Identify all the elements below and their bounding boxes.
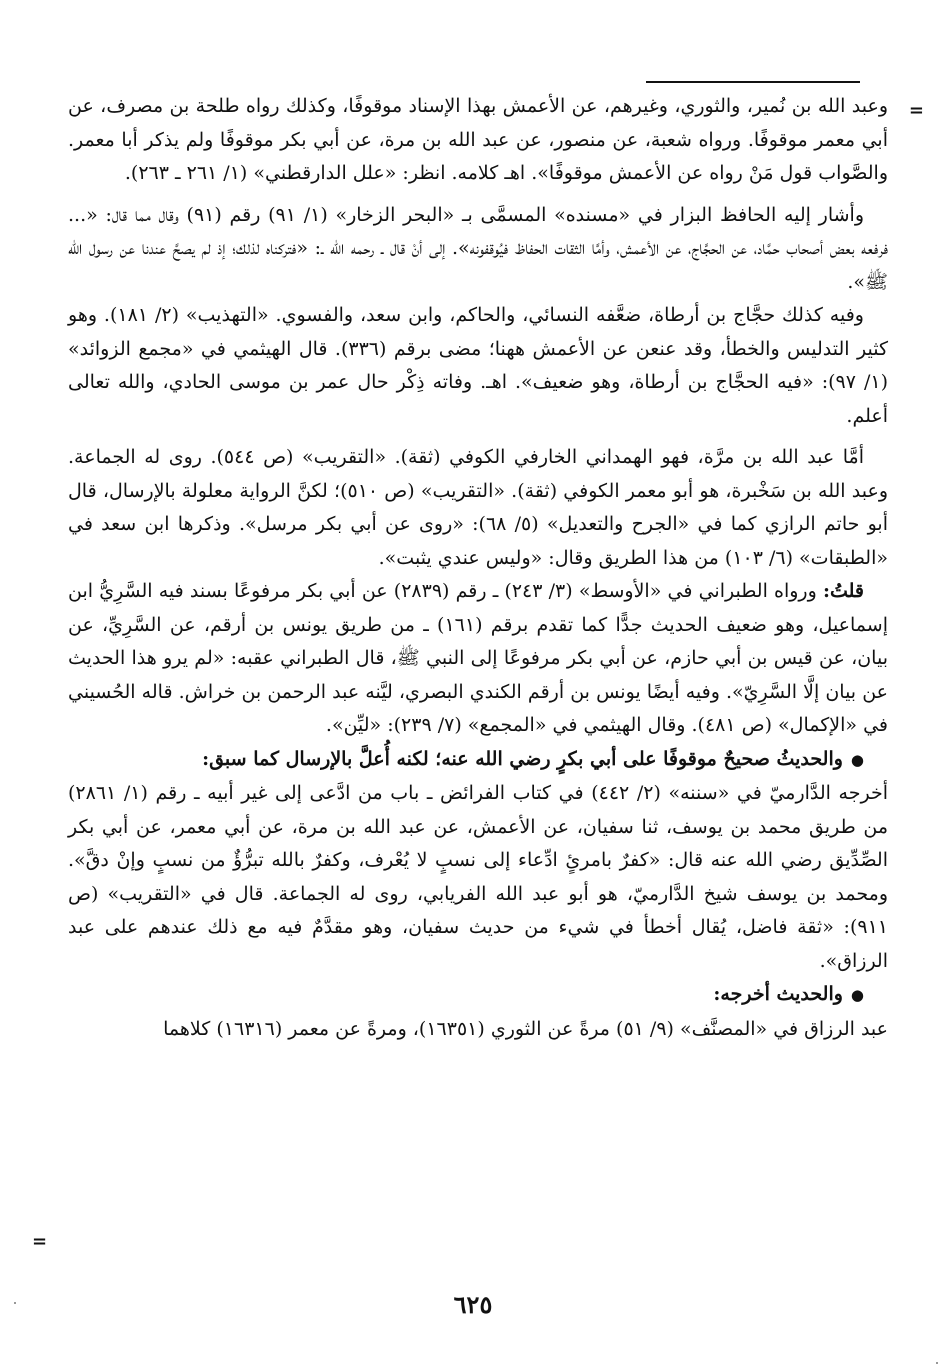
page-number: ٦٢٥ [453,1290,493,1319]
paragraph-hajjaj: وفيه كذلك حجَّاج بن أرطاة، ضعَّفه النسائي، والحاكم، وابن سعد، والفسوي. «التهذيب» (٢/ ١٨١). وهو كثير التدليس والخطأ، وقد عنعن عن الأعمش ههنا؛ مضى برقم (٣٣٦). قال الهيثمي في «مجمع الزوائد» (١/ ٩٧): «فيه الحجَّاج بن أرطاة، وهو ضعيف». اهـ. وفاته ذِكْر حال عمر بن موسى الحادي، والله تعالى أعلم. [68,304,889,427]
paragraph-continuation: وعبد الله بن نُمير، والثوري، وغيرهم، عن الأعمش بهذا الإسناد موقوفًا، وكذلك رواه طلحة بن مصرف، عن أبي معمر موقوفًا. ورواه شعبة، عن منصور، عن عبد الله بن مرة، عن أبي بكر موقوفًا ولم يذكر أبا معمر. والصَّواب قول مَنْ رواه عن الأعمش موقوفًا». اهـ كلامه. انظر: «علل الدارقطني» (١/ ٢٦١ ـ ٢٦٣). [68,95,888,184]
paragraph-bazzar: وأشار إليه الحافظ البزار في «مسنده» المسمَّى بـ «البحر الزخار» (١/ ٩١) رقم (٩١) وقال مما قال: «... فرفعه بعض أصحاب حمَّاد، عن الحجَّاج، عن الأعمش، وأمَّا الثقات الحفاظ فيُوقفونه». إلى أنْ قال ـ رحمه الله ـ: «فتركناه لذلك؛ إذ لم يصحَّ عندنا عن رسول الله ﷺ». [68,203,888,293]
footnote-separator-rule [646,81,860,83]
bullet-heading-sahih [68,743,888,778]
bullet-heading-text: والحديث أخرجه: [713,983,843,1005]
paragraph-abdurrazzaq: عبد الرزاق في «المصنَّف» (٩/ ٥١) مرةً عن الثوري (١٦٣٥١)، ومرةً عن معمر (١٦٣١٦) كلاهما [163,1017,888,1040]
continuation-marker-end: = [32,1231,48,1252]
bullet-dot-icon: ● [850,750,864,769]
bullet-heading-takhrij [68,978,888,1013]
footnote-text-block [68,90,888,1046]
paragraph-qultu [68,575,888,743]
continuation-marker-start: = [908,100,924,121]
bullet-dot-icon: ● [850,986,864,1004]
paragraph-abdullah-bin-murra: أمَّا عبد الله بن مرَّة، فهو الهمداني الخارفي الكوفي (ثقة). «التقريب» (ص ٥٤٤). روى له الجماعة. وعبد الله بن سَخْبرة، هو أبو معمر الكوفي (ثقة). «التقريب» (ص ٥١٠)؛ لكنَّ الرواية معلولة بالإرسال، قال أبو حاتم الرازي كما في «الجرح والتعديل» (٥/ ٦٨): «روى عن أبي بكر مرسل». وذكرها ابن سعد في «الطبقات» (٦/ ١٠٣) من هذا الطريق وقال: «وليس عندي يثبت». [68,446,888,569]
lead-word-qultu: قلتُ: [822,580,864,602]
paragraph-tabarani: ورواه الطبراني في «الأوسط» (٣/ ٢٤٣) ـ رقم (٢٨٣٩) عن أبي بكر مرفوعًا بسند فيه السَّرِيُّ ابن إسماعيل، وهو ضعيف الحديث جدًّا كما تقدم برقم (١٦١) ـ من طريق يونس بن أرقم، عن السَّرِيِّ، عن بيان، عن قيس بن أبي حازم، عن أبي بكر مرفوعًا إلى النبي ﷺ، قال الطبراني عقبه: «لم يرو هذا الحديث عن بيان إلَّا السَّرِيّ». وفيه أيضًا يونس بن أرقم الكندي البصري، ليَّنه عبد الرحمن بن خراش. قاله الحُسيني في «الإكمال» (ص ٤٨١). وقال الهيثمي في «المجمع» (٧/ ٢٣٩): «ليِّن». [68,580,888,736]
scan-speck [14,1302,16,1304]
scan-speck [936,1362,938,1364]
bullet-heading-text: والحديثُ صحيحٌ موقوفًا على أبي بكرٍ رضي الله عنه؛ لكنه أُعلَّ بالإرسال كما سبق: [202,747,843,770]
paragraph-darimi: أخرجه الدَّارميّ في «سننه» (٢/ ٤٤٢) في كتاب الفرائض ـ باب من ادَّعى إلى غير أبيه ـ رقم (١/ ٢٨٦١) من طريق محمد بن يوسف، ثنا سفيان، عن الأعمش، عن عبد الله بن مرة، عن أبي معمر، عن أبي بكر الصِّدِّيق رضي الله عنه قال: «كفرٌ بامرئٍ ادِّعاء إلى نسبٍ لا يُعْرف، وكفرٌ بالله تبرُّؤٌ من نسبٍ وإنْ دقَّ». ومحمد بن يوسف شيخ الدَّارميّ، هو أبو عبد الله الفريابي، روى له الجماعة. قال في «التقريب» (ص ٩١١): «ثقة فاضل، يُقال أخطأ في شيء من حديث سفيان، وهو مقدَّمٌ فيه مع ذلك عندهم على عبد الرزاق». [68,782,888,972]
